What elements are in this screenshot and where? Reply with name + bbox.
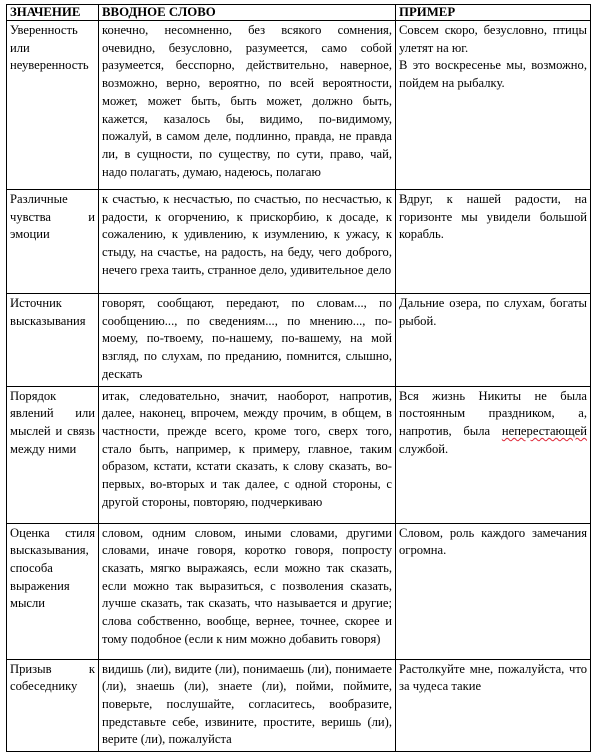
- example-cell: Дальние озера, по слухам, богаты рыбой.: [396, 294, 591, 387]
- header-meaning: ЗНАЧЕНИЕ: [7, 5, 99, 21]
- header-example: ПРИМЕР: [396, 5, 591, 21]
- example-text: службой.: [399, 441, 449, 456]
- example-sentence: В это воскресенье мы, возможно, пойдем на рыбалку.: [399, 58, 587, 91]
- words-cell: говорят, сообщают, передают, по словам..., по сообщению..., по сведениям..., по мнению..., по-моему, по-твоему, по-нашему, по-вашему, на мой взгляд, по слухам, по преданию, помнится, слышно, дескать: [99, 294, 396, 387]
- introductory-words-table: [6, 4, 591, 752]
- table-row: [7, 523, 591, 659]
- document-page: [6, 4, 590, 752]
- example-cell: [396, 386, 591, 523]
- example-cell: Растолкуйте мне, пожалуйста, что за чудеса такие: [396, 659, 591, 752]
- header-row: [7, 5, 591, 21]
- header-introductory-word: ВВОДНОЕ СЛОВО: [99, 5, 396, 21]
- table-row: [7, 21, 591, 190]
- spellcheck-underlined-word: неперестающей: [501, 423, 587, 438]
- meaning-cell: Источник высказывания: [7, 294, 99, 387]
- words-cell: конечно, несомненно, без всякого сомнения, очевидно, безусловно, разумеется, само собой разумеется, бесспорно, действительно, наверное, возможно, верно, вероятно, по всей вероятности, может, может быть, быть может, должно быть, кажется, казалось бы, видимо, по-видимому, пожалуй, в самом деле, подлинно, правда, не правда ли, в сущности, по существу, по сути, право, чай, надо полагать, думаю, надеюсь, полагаю: [99, 21, 396, 190]
- meaning-cell: Порядок явлений или мыслей и связь между ними: [7, 386, 99, 523]
- example-sentence: Совсем скоро, безусловно, птицы улетят на юг.: [399, 23, 587, 55]
- meaning-cell: Оценка стиля высказывания, способа выражения мысли: [7, 523, 99, 659]
- table-row: [7, 294, 591, 387]
- words-cell: итак, следовательно, значит, наоборот, напротив, далее, наконец, впрочем, между прочим, в общем, в частности, прежде всего, кроме того, сверх того, стало быть, например, к примеру, главное, таким образом, кстати, кстати сказать, к слову сказать, во-первых, во-вторых и так далее, с одной стороны, с другой стороны, повторяю, подчеркиваю: [99, 386, 396, 523]
- example-cell: [396, 21, 591, 190]
- table-row: [7, 659, 591, 752]
- example-text: Вся жизнь Никиты не была постоянным праздником, а, напротив, была: [399, 388, 587, 438]
- table-row: [7, 190, 591, 294]
- meaning-cell: Призыв к собеседнику: [7, 659, 99, 752]
- words-cell: видишь (ли), видите (ли), понимаешь (ли), понимаете (ли), знаешь (ли), знаете (ли), пойми, поймите, поверьте, послушайте, согласитесь, вообразите, представьте себе, извините, простите, веришь (ли), верите (ли), пожалуйста: [99, 659, 396, 752]
- example-cell: Вдруг, к нашей радости, на горизонте мы увидели большой корабль.: [396, 190, 591, 294]
- meaning-cell: Различные чувства и эмоции: [7, 190, 99, 294]
- words-cell: словом, одним словом, иными словами, другими словами, иначе говоря, коротко говоря, попросту сказать, мягко выражаясь, если можно так сказать, если можно так выразиться, с позволения сказать, лучше сказать, так сказать, что называется и другие; слова собственно, вообще, вернее, точнее, скорее и тому подобное (если к ним можно добавить говоря): [99, 523, 396, 659]
- words-cell: к счастью, к несчастью, по счастью, по несчастью, к радости, к огорчению, к прискорбию, к досаде, к сожалению, к удивлению, к изумлению, к ужасу, к стыду, на счастье, на радость, на беду, чего доброго, нечего греха таить, странное дело, удивительное дело: [99, 190, 396, 294]
- table-row: [7, 386, 591, 523]
- example-cell: Словом, роль каждого замечания огромна.: [396, 523, 591, 659]
- meaning-cell: Уверенность или неуверенность: [7, 21, 99, 190]
